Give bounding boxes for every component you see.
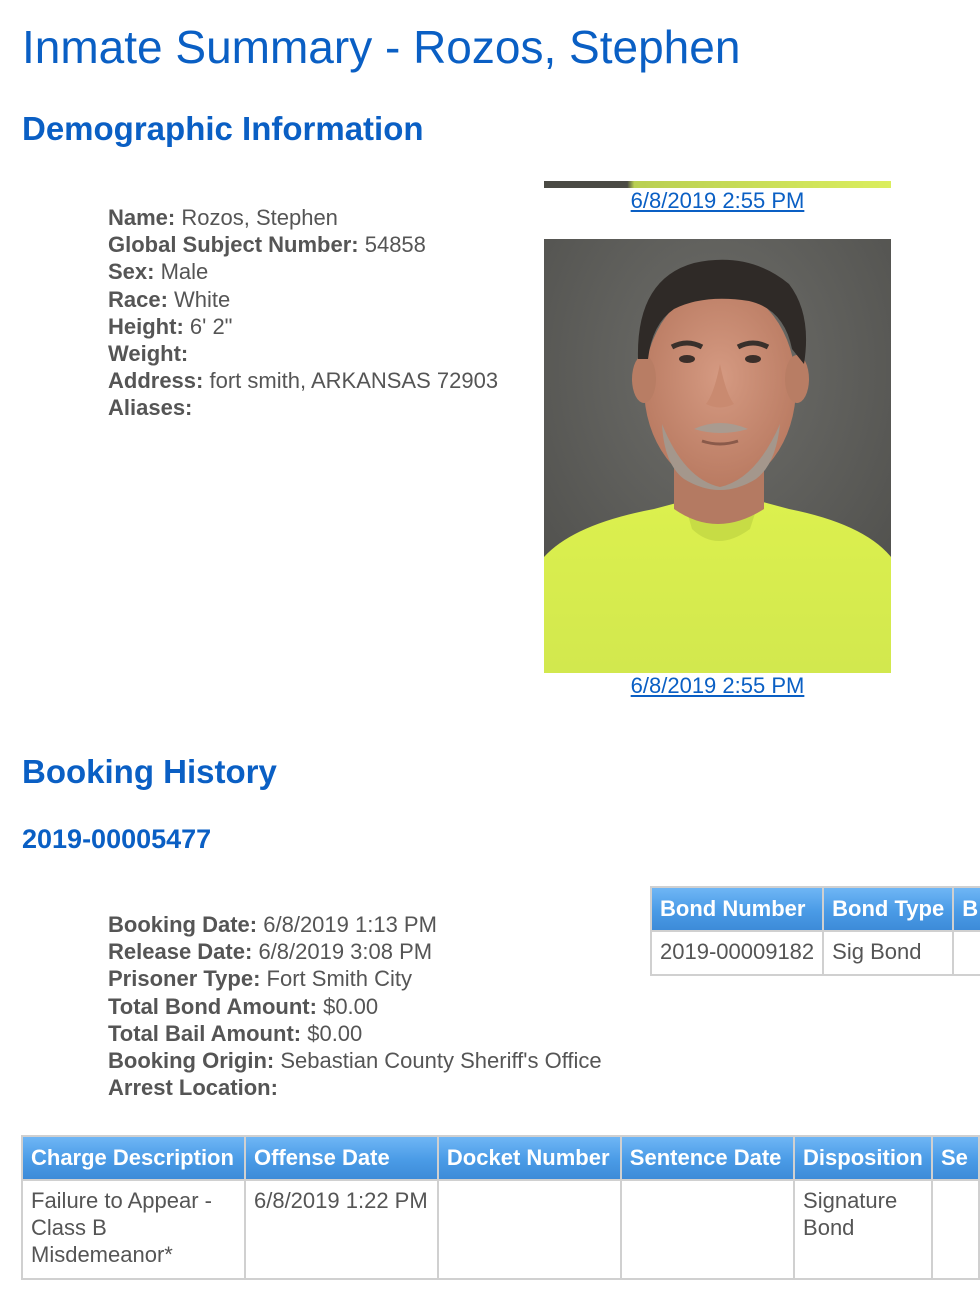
bond-table-header-row: [651, 887, 980, 931]
demographic-list: [108, 204, 498, 422]
offense-date-header: Offense Date: [245, 1136, 438, 1180]
mugshot-panel: [544, 181, 891, 699]
disposition-cell: Signature Bond: [794, 1180, 932, 1279]
mugshot-date-link-bottom[interactable]: 6/8/2019 2:55 PM: [630, 673, 805, 698]
total-bail-amount: Total Bail Amount: $0.00: [108, 1020, 363, 1046]
table-row: [651, 931, 980, 975]
docket-number-header: Docket Number: [438, 1136, 621, 1180]
bond-extra-cell: [953, 931, 980, 975]
demographic-race: Race: White: [108, 286, 231, 312]
prisoner-type: Prisoner Type: Fort Smith City: [108, 966, 413, 992]
table-row: [22, 1180, 979, 1279]
charge-extra-header: Se: [932, 1136, 979, 1180]
demographic-aliases: Aliases:: [108, 395, 193, 421]
mugshot-date-link-top[interactable]: 6/8/2019 2:55 PM: [630, 188, 805, 213]
demographic-heading: Demographic Information: [22, 110, 424, 147]
total-bond-amount: Total Bond Amount: $0.00: [108, 993, 379, 1019]
bond-table: [650, 886, 980, 976]
bond-type-cell: Sig Bond: [823, 931, 953, 975]
charge-description-cell: Failure to Appear - Class B Misdemeanor*: [22, 1180, 245, 1279]
sentence-date-cell: [621, 1180, 794, 1279]
bond-extra-header: B: [953, 887, 980, 931]
bond-type-header: Bond Type: [823, 887, 953, 931]
demographic-weight: Weight:: [108, 341, 189, 367]
demographic-sex: Sex: Male: [108, 259, 209, 285]
bond-number-cell: 2019-00009182: [651, 931, 823, 975]
charges-table-header-row: [22, 1136, 979, 1180]
page-title: Inmate Summary - Rozos, Stephen: [22, 21, 741, 73]
charge-extra-cell: [932, 1180, 979, 1279]
mugshot-thumbnail-strip[interactable]: [544, 181, 891, 188]
booking-number: 2019-00005477: [22, 824, 212, 854]
demographic-name: Name: Rozos, Stephen: [108, 205, 338, 230]
booking-history-heading: Booking History: [22, 753, 277, 790]
mugshot-photo[interactable]: [544, 239, 891, 673]
disposition-header: Disposition: [794, 1136, 932, 1180]
booking-details-list: [108, 911, 602, 1101]
bond-number-header: Bond Number: [651, 887, 823, 931]
offense-date-cell: 6/8/2019 1:22 PM: [245, 1180, 438, 1279]
charge-description-header: Charge Description: [22, 1136, 245, 1180]
demographic-address: Address: fort smith, ARKANSAS 72903: [108, 368, 499, 394]
docket-number-cell: [438, 1180, 621, 1279]
sentence-date-header: Sentence Date: [621, 1136, 794, 1180]
charges-table: [21, 1135, 980, 1280]
release-date: Release Date: 6/8/2019 3:08 PM: [108, 939, 433, 965]
booking-date: Booking Date: 6/8/2019 1:13 PM: [108, 912, 437, 937]
demographic-global-subject-number: Global Subject Number: 54858: [108, 232, 426, 258]
arrest-location: Arrest Location:: [108, 1075, 278, 1101]
booking-origin: Booking Origin: Sebastian County Sheriff's Office: [108, 1048, 602, 1074]
demographic-height: Height: 6' 2": [108, 313, 233, 339]
